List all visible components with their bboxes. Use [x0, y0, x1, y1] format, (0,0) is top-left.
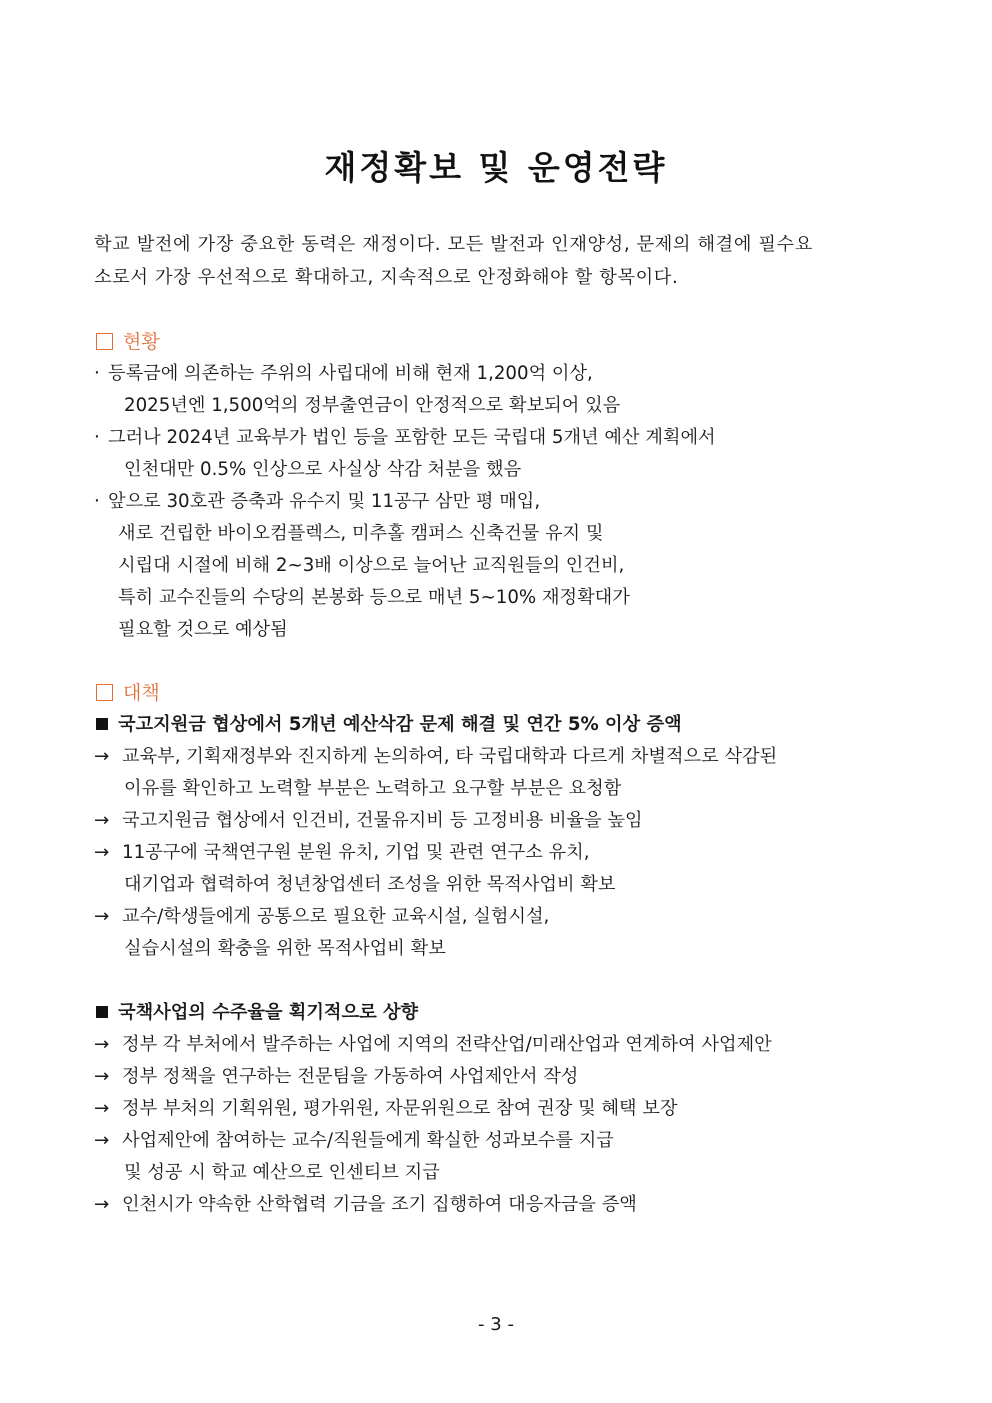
- list-item-text: 정부 부처의 기획위원, 평가위원, 자문위원으로 참여 권장 및 혜택 보장: [122, 1098, 678, 1119]
- plan-1-item-3-cont: 대기업과 협력하여 청년창업센터 조성을 위한 목적사업비 확보: [124, 874, 616, 895]
- plan-2-item-5: [94, 1189, 637, 1221]
- group-title-text: 국고지원금 협상에서 5개년 예산삭감 문제 해결 및 연간 5% 이상 증액: [118, 714, 682, 735]
- arrow-icon: →: [94, 1066, 110, 1087]
- plan-2-item-4: [94, 1125, 614, 1157]
- plan-1-item-1-cont: 이유를 확인하고 노력할 부분은 노력하고 요구할 부분은 요청함: [124, 778, 622, 799]
- status-item-2-cont: 인천대만 0.5% 인상으로 사실상 삭감 처분을 했음: [124, 459, 522, 480]
- arrow-icon: →: [94, 746, 110, 767]
- page-title: 재정확보 및 운영전략: [324, 148, 668, 187]
- list-item-text: 교육부, 기획재정부와 진지하게 논의하여, 타 국립대학과 다르게 차별적으로 삭감된: [122, 746, 778, 767]
- arrow-icon: →: [94, 906, 110, 927]
- group-title-text: 국책사업의 수주율을 획기적으로 상향: [118, 1002, 419, 1023]
- section-heading-label: 대책: [123, 682, 160, 704]
- plan-1-item-2: [94, 805, 643, 837]
- checkbox-icon: [96, 333, 113, 350]
- status-item-1-cont: 2025년엔 1,500억의 정부출연금이 안정적으로 확보되어 있음: [124, 395, 621, 416]
- square-bullet-icon: [96, 718, 108, 730]
- plan-2-item-1: [94, 1029, 772, 1061]
- list-item-text: 정부 정책을 연구하는 전문팀을 가동하여 사업제안서 작성: [122, 1066, 579, 1087]
- plan-2-item-3: [94, 1093, 678, 1125]
- status-item-3-cont-4: 필요할 것으로 예상됨: [118, 619, 288, 640]
- plan-group-2-title: [94, 997, 418, 1029]
- plan-group-1-title: [94, 709, 682, 741]
- bullet-dot: ·: [94, 427, 100, 448]
- square-bullet-icon: [96, 1006, 108, 1018]
- intro-line-1: 학교 발전에 가장 중요한 동력은 재정이다. 모든 발전과 인재양성, 문제의 해결에 필수요: [94, 234, 813, 255]
- list-item-text: 사업제안에 참여하는 교수/직원들에게 확실한 성과보수를 지급: [122, 1130, 614, 1151]
- status-item-3-cont-3: 특히 교수진들의 수당의 본봉화 등으로 매년 5~10% 재정확대가: [118, 587, 630, 608]
- list-item-text: 등록금에 의존하는 주위의 사립대에 비해 현재 1,200억 이상,: [108, 363, 593, 384]
- arrow-icon: →: [94, 810, 110, 831]
- plan-1-item-4: [94, 901, 549, 933]
- plan-2-item-2: [94, 1061, 578, 1093]
- list-item-text: 교수/학생들에게 공통으로 필요한 교육시설, 실험시설,: [122, 906, 550, 927]
- section-heading-label: 현황: [123, 331, 160, 353]
- list-item-text: 앞으로 30호관 증축과 유수지 및 11공구 삼만 평 매입,: [108, 491, 541, 512]
- arrow-icon: →: [94, 1034, 110, 1055]
- plan-1-item-3: [94, 837, 589, 869]
- status-item-2: [94, 422, 716, 454]
- list-item-text: 인천시가 약속한 산학협력 기금을 조기 집행하여 대응자금을 증액: [122, 1194, 637, 1215]
- status-item-3: [94, 486, 540, 518]
- arrow-icon: →: [94, 842, 110, 863]
- status-item-3-cont-1: 새로 건립한 바이오컴플렉스, 미추홀 캠퍼스 신축건물 유지 및: [118, 523, 604, 544]
- list-item-text: 11공구에 국책연구원 분원 유치, 기업 및 관련 연구소 유치,: [122, 842, 590, 863]
- page-number: - 3 -: [478, 1314, 514, 1335]
- section-heading-plan: [94, 677, 160, 709]
- bullet-dot: ·: [94, 491, 100, 512]
- arrow-icon: →: [94, 1098, 110, 1119]
- list-item-text: 그러나 2024년 교육부가 법인 등을 포함한 모든 국립대 5개년 예산 계획에서: [108, 427, 716, 448]
- list-item-text: 국고지원금 협상에서 인건비, 건물유지비 등 고정비용 비율을 높임: [122, 810, 643, 831]
- checkbox-icon: [96, 684, 113, 701]
- arrow-icon: →: [94, 1194, 110, 1215]
- plan-1-item-1: [94, 741, 777, 773]
- list-item-text: 정부 각 부처에서 발주하는 사업에 지역의 전략산업/미래산업과 연계하여 사업제안: [122, 1034, 772, 1055]
- section-heading-status: [94, 326, 160, 358]
- status-item-1: [94, 358, 593, 390]
- status-item-3-cont-2: 시립대 시절에 비해 2~3배 이상으로 늘어난 교직원들의 인건비,: [118, 555, 625, 576]
- intro-line-2: 소로서 가장 우선적으로 확대하고, 지속적으로 안정화해야 할 항목이다.: [94, 267, 679, 288]
- arrow-icon: →: [94, 1130, 110, 1151]
- plan-2-item-4-cont: 및 성공 시 학교 예산으로 인센티브 지급: [124, 1162, 440, 1183]
- plan-1-item-4-cont: 실습시설의 확충을 위한 목적사업비 확보: [124, 938, 446, 959]
- bullet-dot: ·: [94, 363, 100, 384]
